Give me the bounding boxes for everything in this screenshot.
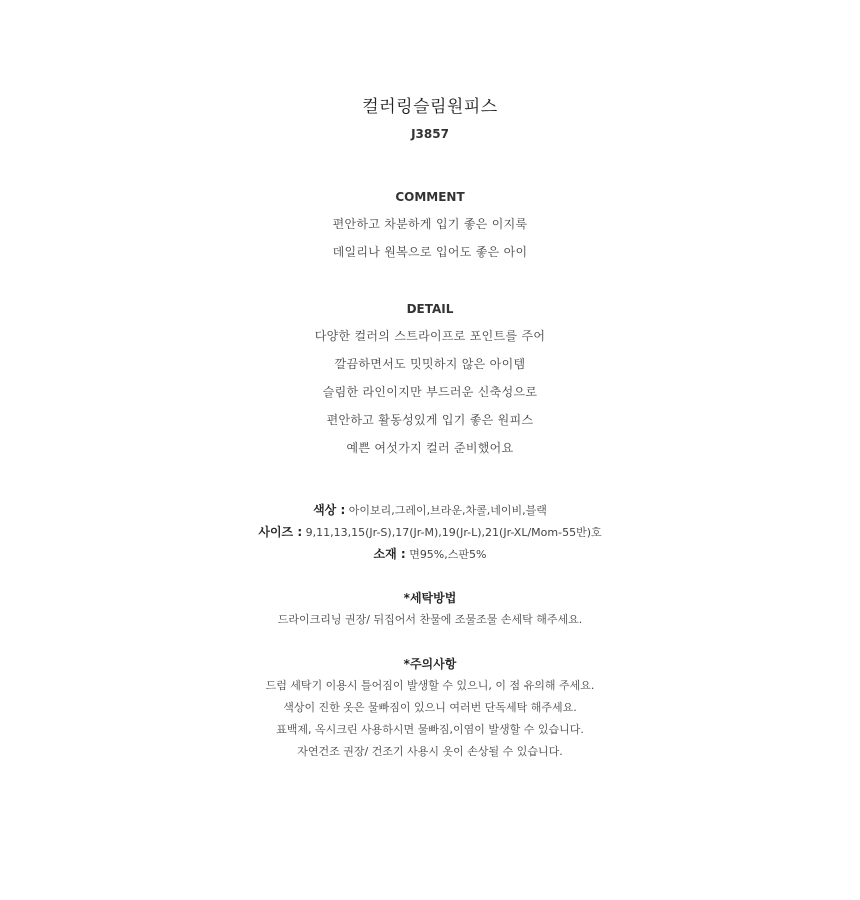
- spec-size-value: 9,11,13,15(Jr-S),17(Jr-M),19(Jr-L),21(Jr-XL/Mom-55반)호: [305, 526, 602, 539]
- detail-line: 깔끔하면서도 밋밋하지 않은 아이템: [334, 357, 526, 371]
- spec-size: [0, 526, 860, 538]
- spec-material-label: 소재 :: [373, 547, 406, 561]
- caution-heading: *주의사항: [403, 657, 457, 671]
- spec-material-value: 면95%,스판5%: [409, 548, 487, 561]
- spec-color-label: 색상 :: [313, 503, 346, 517]
- detail-line: 슬림한 라인이지만 부드러운 신축성으로: [322, 385, 538, 399]
- spec-color: [0, 504, 860, 516]
- detail-line: 편안하고 활동성있게 입기 좋은 원피스: [326, 413, 534, 427]
- spec-color-value: 아이보리,그레이,브라운,차콜,네이비,블랙: [348, 504, 547, 517]
- washing-line: 드라이크리닝 권장/ 뒤집어서 찬물에 조물조물 손세탁 해주세요.: [277, 613, 583, 626]
- detail-line: 다양한 컬러의 스트라이프로 포인트를 주어: [314, 329, 546, 343]
- detail-heading: DETAIL: [406, 302, 454, 316]
- comment-line: 편안하고 차분하게 입기 좋은 이지룩: [332, 217, 528, 231]
- caution-line: 색상이 진한 옷은 물빠짐이 있으니 여러번 단독세탁 해주세요.: [283, 701, 577, 714]
- spec-material: [0, 548, 860, 560]
- caution-line: 표백제, 옥시크린 사용하시면 물빠짐,이염이 발생할 수 있습니다.: [276, 723, 584, 736]
- product-code: J3857: [411, 127, 449, 141]
- detail-line: 예쁜 여섯가지 컬러 준비했어요: [346, 441, 514, 455]
- washing-heading: *세탁방법: [403, 591, 457, 605]
- product-title: 컬러링슬림원피스: [362, 97, 498, 117]
- comment-heading: COMMENT: [395, 190, 465, 204]
- comment-line: 데일리나 원복으로 입어도 좋은 아이: [332, 245, 528, 259]
- spec-size-label: 사이즈 :: [258, 525, 303, 539]
- caution-line: 자연건조 권장/ 건조기 사용시 옷이 손상될 수 있습니다.: [297, 745, 563, 758]
- caution-line: 드럼 세탁기 이용시 틀어짐이 발생할 수 있으니, 이 점 유의해 주세요.: [265, 679, 595, 692]
